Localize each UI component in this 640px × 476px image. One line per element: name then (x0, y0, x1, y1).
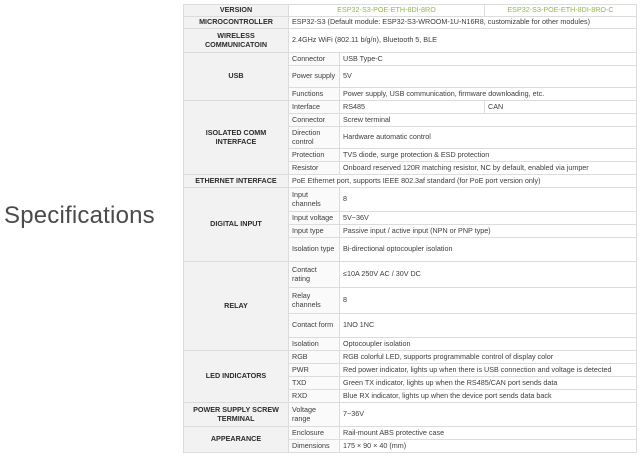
spec-label: PWR (289, 364, 340, 377)
version-label: VERSION (184, 5, 289, 17)
spec-label: Input channels (289, 188, 340, 212)
relay-row (184, 262, 637, 288)
microcontroller-row (184, 17, 637, 29)
spec-label: Power supply (289, 66, 340, 88)
spec-label: RXD (289, 390, 340, 403)
version-row (184, 5, 637, 17)
spec-label: TXD (289, 377, 340, 390)
digital-input-category: DIGITAL INPUT (184, 188, 289, 262)
model-2-name: ESP32-S3-POE-ETH-8DI-8RO-C (485, 5, 637, 17)
spec-value: 7~36V (340, 403, 637, 427)
spec-value: Blue RX indicator, lights up when the device port sends data back (340, 390, 637, 403)
spec-value: 8 (340, 188, 637, 212)
isolated-category: ISOLATED COMM INTERFACE (184, 101, 289, 175)
spec-value: ≤10A 250V AC / 30V DC (340, 262, 637, 288)
appearance-category: APPEARANCE (184, 427, 289, 453)
wireless-value: 2.4GHz WiFi (802.11 b/g/n), Bluetooth 5, BLE (289, 29, 637, 53)
spec-value: Bi-directional optocoupler isolation (340, 238, 637, 262)
spec-label: Enclosure (289, 427, 340, 440)
spec-value: 1NO 1NC (340, 314, 637, 338)
wireless-category: WIRELESS COMMUNICATOIN (184, 29, 289, 53)
page-title: Specifications (4, 202, 155, 229)
spec-label: Voltage range (289, 403, 340, 427)
power-row (184, 403, 637, 427)
spec-value: Rail-mount ABS protective case (340, 427, 637, 440)
spec-label: Relay channels (289, 288, 340, 314)
spec-value: 5V~36V (340, 212, 637, 225)
usb-category: USB (184, 53, 289, 101)
spec-label: Protection (289, 149, 340, 162)
spec-label: RGB (289, 351, 340, 364)
ethernet-category: ETHERNET INTERFACE (184, 175, 289, 188)
relay-category: RELAY (184, 262, 289, 351)
led-category: LED INDICATORS (184, 351, 289, 403)
spec-value: TVS diode, surge protection & ESD protection (340, 149, 637, 162)
spec-label: Input voltage (289, 212, 340, 225)
spec-value: Onboard reserved 120R matching resistor, NC by default, enabled via jumper (340, 162, 637, 175)
spec-label: Functions (289, 88, 340, 101)
spec-label: Connector (289, 114, 340, 127)
spec-value: Red power indicator, lights up when there is USB connection and voltage is detected (340, 364, 637, 377)
spec-value: RGB colorful LED, supports programmable control of display color (340, 351, 637, 364)
spec-label: Input type (289, 225, 340, 238)
spec-value: Power supply, USB communication, firmware downloading, etc. (340, 88, 637, 101)
spec-label: Interface (289, 101, 340, 114)
spec-label: Contact rating (289, 262, 340, 288)
interface-value-model-2: CAN (485, 101, 637, 114)
appearance-row (184, 427, 637, 440)
usb-row (184, 53, 637, 66)
led-row (184, 351, 637, 364)
interface-value-model-1: RS485 (340, 101, 485, 114)
microcontroller-value: ESP32-S3 (Default module: ESP32-S3-WROOM-1U-N16R8, customizable for other modules) (289, 17, 637, 29)
microcontroller-category: MICROCONTROLLER (184, 17, 289, 29)
spec-value: 175 × 90 × 40 (mm) (340, 440, 637, 453)
spec-value: Screw terminal (340, 114, 637, 127)
specifications-table (183, 4, 637, 453)
model-1-name: ESP32-S3-POE-ETH-8DI-8RO (289, 5, 485, 17)
spec-value: Passive input / active input (NPN or PNP type) (340, 225, 637, 238)
spec-value: Hardware automatic control (340, 127, 637, 149)
spec-value: Green TX indicator, lights up when the RS485/CAN port sends data (340, 377, 637, 390)
isolated-row (184, 101, 637, 114)
spec-value: 8 (340, 288, 637, 314)
spec-value: USB Type-C (340, 53, 637, 66)
spec-label: Dimensions (289, 440, 340, 453)
spec-label: Isolation type (289, 238, 340, 262)
ethernet-row (184, 175, 637, 188)
digital-input-row (184, 188, 637, 212)
spec-value: 5V (340, 66, 637, 88)
spec-label: Resistor (289, 162, 340, 175)
wireless-row (184, 29, 637, 53)
power-category: POWER SUPPLY SCREW TERMINAL (184, 403, 289, 427)
spec-label: Direction control (289, 127, 340, 149)
spec-label: Connector (289, 53, 340, 66)
spec-label: Isolation (289, 338, 340, 351)
spec-value: Optocoupler isolation (340, 338, 637, 351)
spec-label: Contact form (289, 314, 340, 338)
ethernet-value: PoE Ethernet port, supports IEEE 802.3af standard (for PoE port version only) (289, 175, 637, 188)
